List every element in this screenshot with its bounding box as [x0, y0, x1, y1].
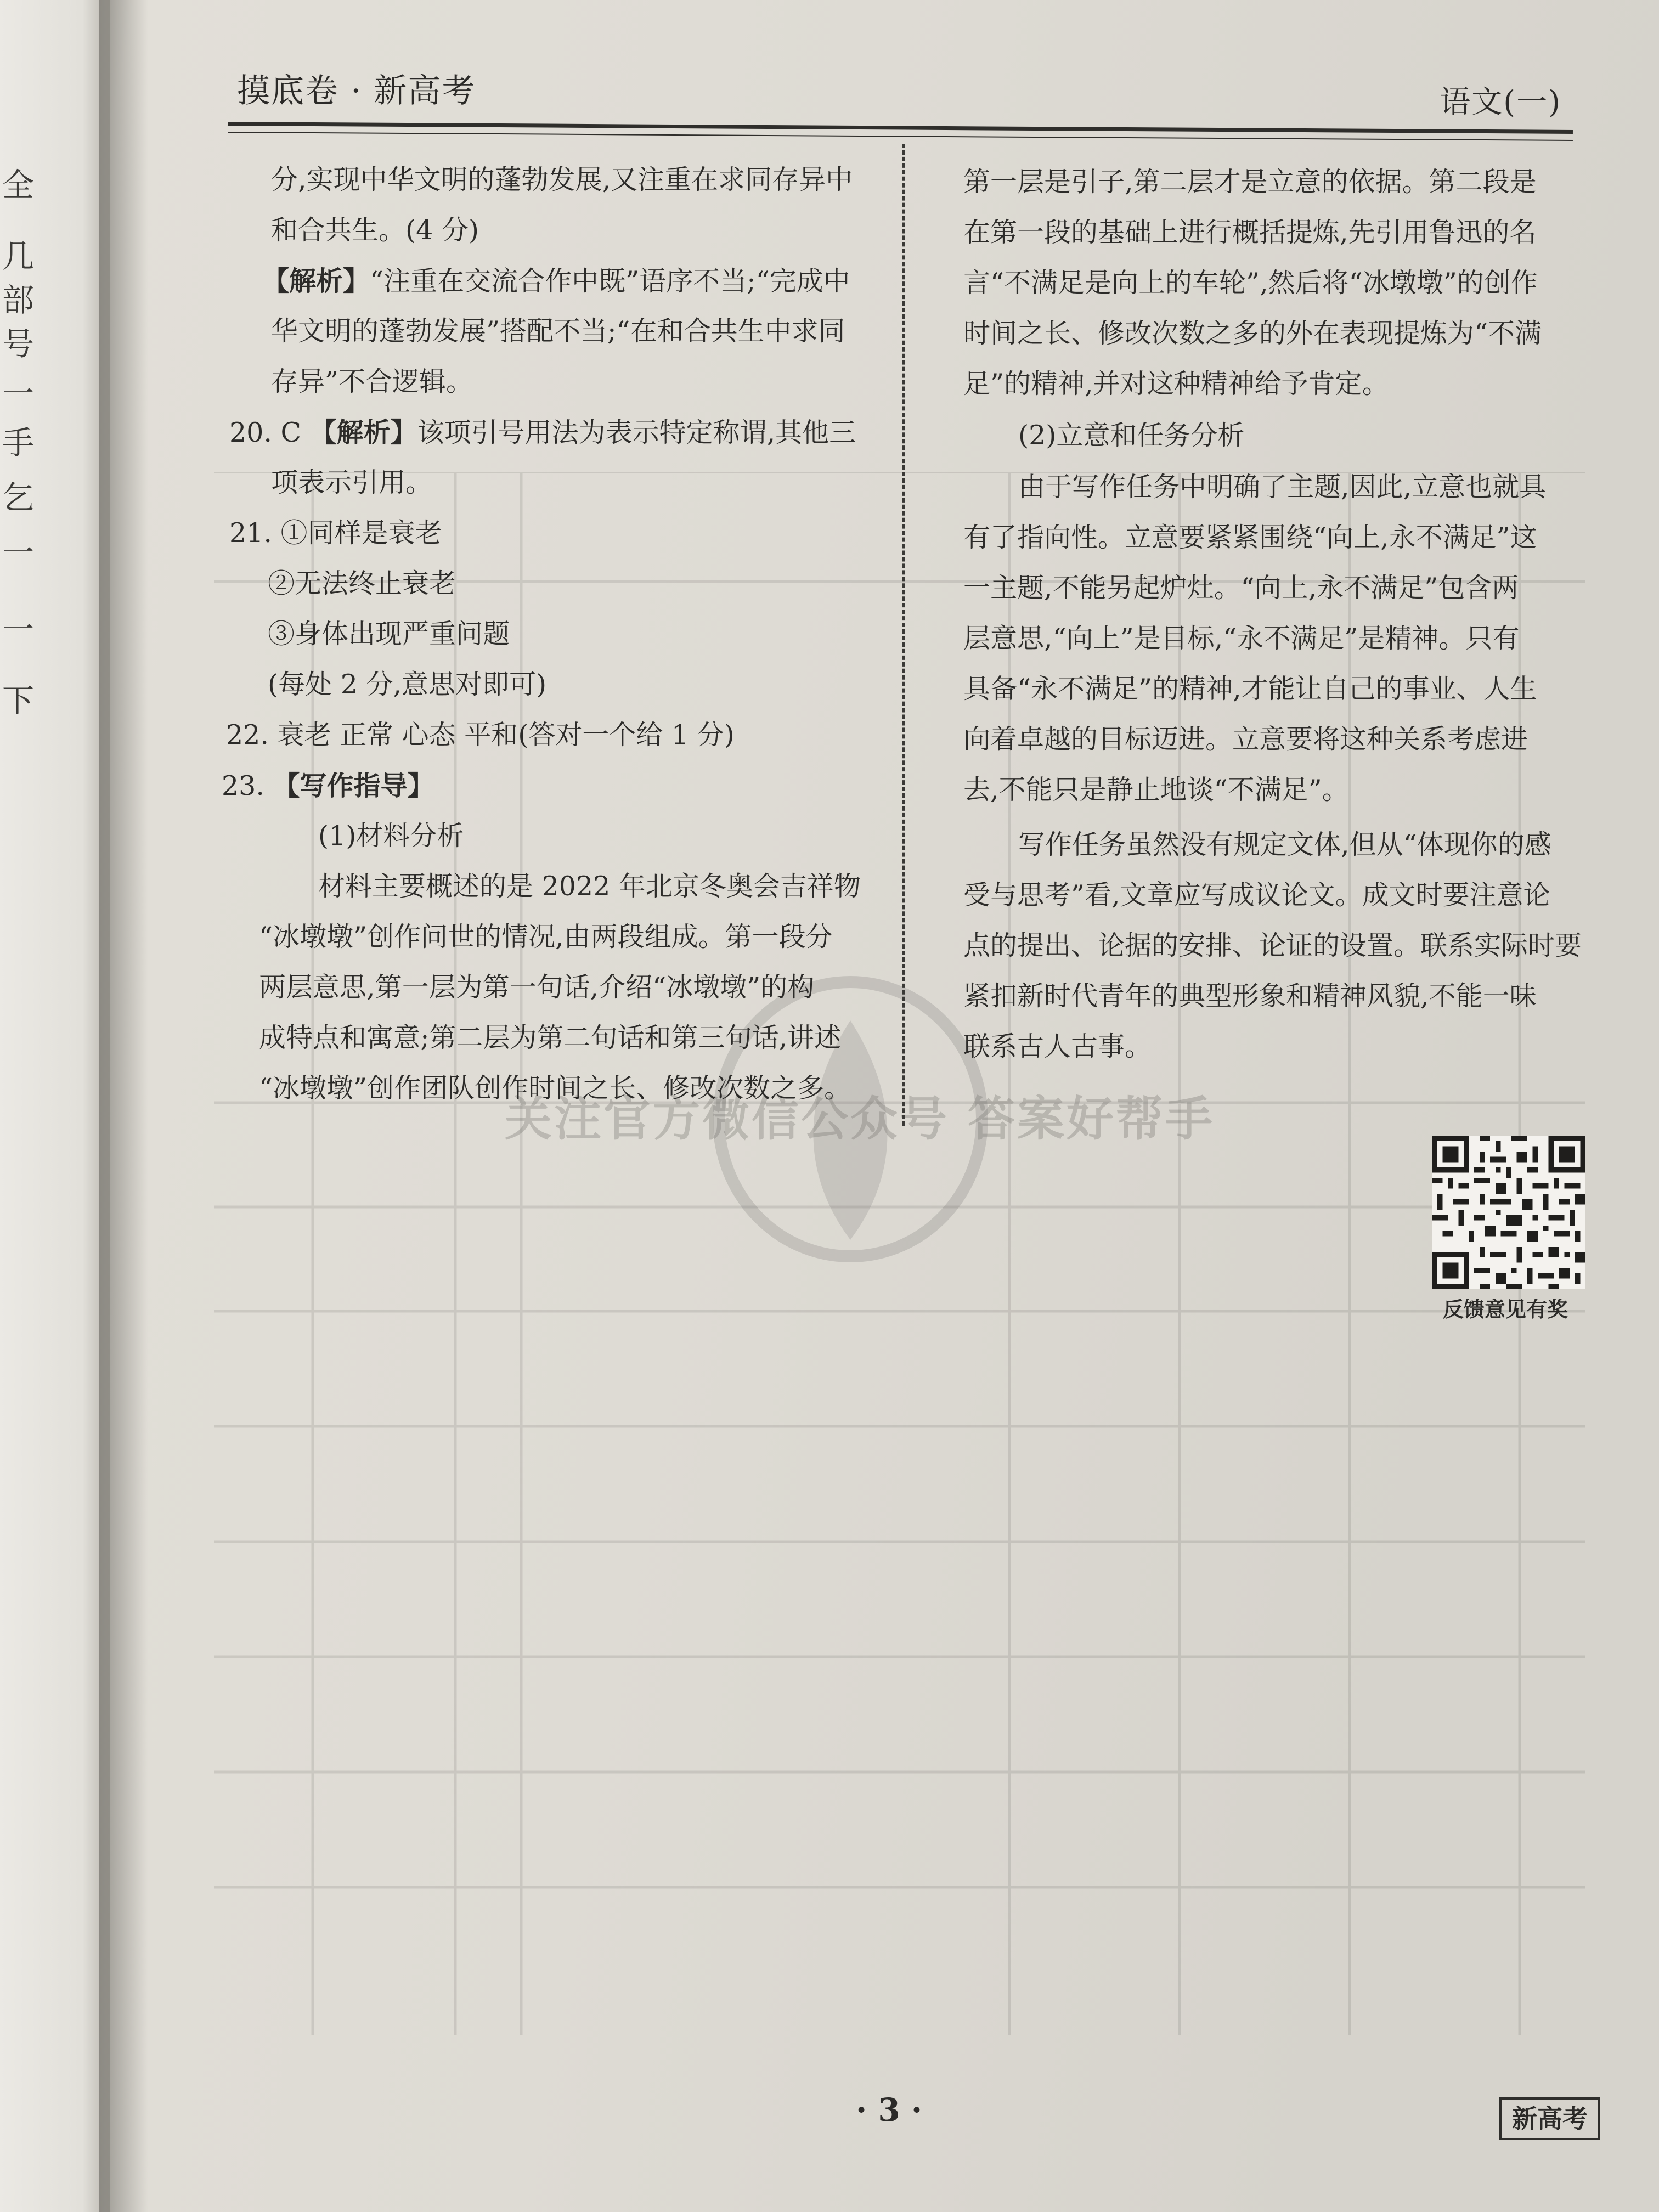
paragraph-line: 具备“永不满足”的精神,才能让自己的事业、人生 [963, 673, 1537, 704]
section-heading: (1)材料分析 [318, 820, 464, 851]
question-number: 23. [222, 770, 273, 802]
paragraph-line: 向着卓越的目标迈进。立意要将这种关系考虑进 [963, 724, 1528, 755]
answer-line: (每处 2 分,意思对即可) [268, 669, 547, 700]
prev-page-fragment: 号 [2, 325, 35, 363]
prev-page-fragment: 几 [2, 238, 35, 275]
prev-page-fragment: 下 [2, 682, 35, 719]
answer-line: ②无法终止衰老 [268, 568, 456, 599]
feedback-qr-code[interactable] [1432, 1136, 1585, 1289]
qr-caption: 反馈意见有奖 [1443, 1297, 1568, 1322]
question-20-line [229, 416, 856, 449]
paragraph-line: 有了指向性。立意要紧紧围绕“向上,永不满足”这 [963, 522, 1537, 553]
paragraph-line: 第一层是引子,第二层才是立意的依据。第二段是 [963, 166, 1537, 198]
page-number: · 3 · [856, 2091, 923, 2129]
paragraph-line: 由于写作任务中明确了主题,因此,立意也就具 [1018, 471, 1547, 503]
paragraph-line: 言“不满足是向上的车轮”,然后将“冰墩墩”的创作 [963, 267, 1538, 298]
analysis-text: “注重在交流合作中既”语序不当;“完成中 [370, 266, 850, 297]
prev-page-fragment: 一 [2, 534, 35, 571]
answer-line: 和合共生。(4 分) [271, 215, 479, 246]
question-23-line [222, 769, 435, 803]
previous-page-edge [0, 0, 110, 2212]
answer-line: 项表示引用。 [271, 467, 433, 498]
paragraph-line: 联系古人古事。 [963, 1031, 1152, 1062]
analysis-line [262, 264, 850, 298]
header-title-left: 摸底卷 · 新高考 [237, 72, 476, 110]
answer-line: 分,实现中华文明的蓬勃发展,又注重在求同存异中 [271, 164, 853, 195]
prev-page-fragment: 部 [2, 281, 35, 319]
analysis-text: 该项引号用法为表示特定称谓,其他三 [417, 417, 856, 448]
prev-page-fragment: 手 [2, 424, 35, 461]
paragraph-line: 紧扣新时代青年的典型形象和精神风貌,不能一味 [963, 980, 1537, 1012]
paragraph-line: 去,不能只是静止地谈“不满足”。 [963, 774, 1349, 805]
prev-page-fragment: 乞 [2, 479, 35, 516]
answer-line: 华文明的蓬勃发展”搭配不当;“在和合共生中求同 [271, 315, 845, 347]
paragraph-line: “冰墩墩”创作团队创作时间之长、修改次数之多。 [259, 1073, 851, 1104]
question-number: 20. C [229, 417, 310, 448]
analysis-badge: 【解析】 [309, 416, 417, 448]
paragraph-line: 在第一段的基础上进行概括提炼,先引用鲁迅的名 [963, 217, 1537, 248]
paragraph-line: “冰墩墩”创作问世的情况,由两段组成。第一段分 [259, 921, 833, 952]
paragraph-line: 足”的精神,并对这种精神给予肯定。 [963, 368, 1389, 399]
paragraph-line: 写作任务虽然没有规定文体,但从“体现你的感 [1018, 829, 1551, 860]
paragraph-line: 一主题,不能另起炉灶。“向上,永不满足”包含两 [963, 572, 1519, 603]
paragraph-line: 点的提出、论据的安排、论证的设置。联系实际时要 [963, 930, 1582, 961]
section-heading: (2)立意和任务分析 [1018, 420, 1245, 451]
paragraph-line: 材料主要概述的是 2022 年北京冬奥会吉祥物 [318, 871, 861, 902]
header-title-right: 语文(一) [1440, 84, 1561, 120]
header-rule-thick [228, 122, 1573, 134]
prev-page-fragment: 一 [2, 375, 35, 412]
analysis-badge: 【解析】 [262, 265, 370, 297]
paragraph-line: 成特点和寓意;第二层为第二句话和第三句话,讲述 [259, 1022, 842, 1053]
footer-badge: 新高考 [1499, 2097, 1600, 2140]
paragraph-line: 受与思考”看,文章应写成议论文。成文时要注意论 [963, 879, 1550, 911]
question-21-line: 21. ①同样是衰老 [229, 517, 442, 549]
watermark-text: 关注官方微信公众号 答案好帮手 [505, 1092, 1215, 1147]
paragraph-line: 时间之长、修改次数之多的外在表现提炼为“不满 [963, 318, 1542, 349]
writing-guide-badge: 【写作指导】 [273, 770, 435, 802]
paragraph-line: 层意思,“向上”是目标,“永不满足”是精神。只有 [963, 623, 1520, 654]
page-fold-shadow [99, 0, 148, 2212]
answer-line: ③身体出现严重问题 [268, 618, 510, 650]
paragraph-line: 两层意思,第一层为第一句话,介绍“冰墩墩”的构 [259, 972, 815, 1003]
answer-line: 存异”不合逻辑。 [271, 366, 473, 397]
prev-page-fragment: 一 [2, 611, 35, 648]
header-rule-thin [228, 132, 1573, 141]
question-22-line: 22. 衰老 正常 心态 平和(答对一个给 1 分) [226, 719, 735, 751]
column-divider [902, 144, 905, 1126]
prev-page-fragment: 全 [2, 166, 35, 204]
